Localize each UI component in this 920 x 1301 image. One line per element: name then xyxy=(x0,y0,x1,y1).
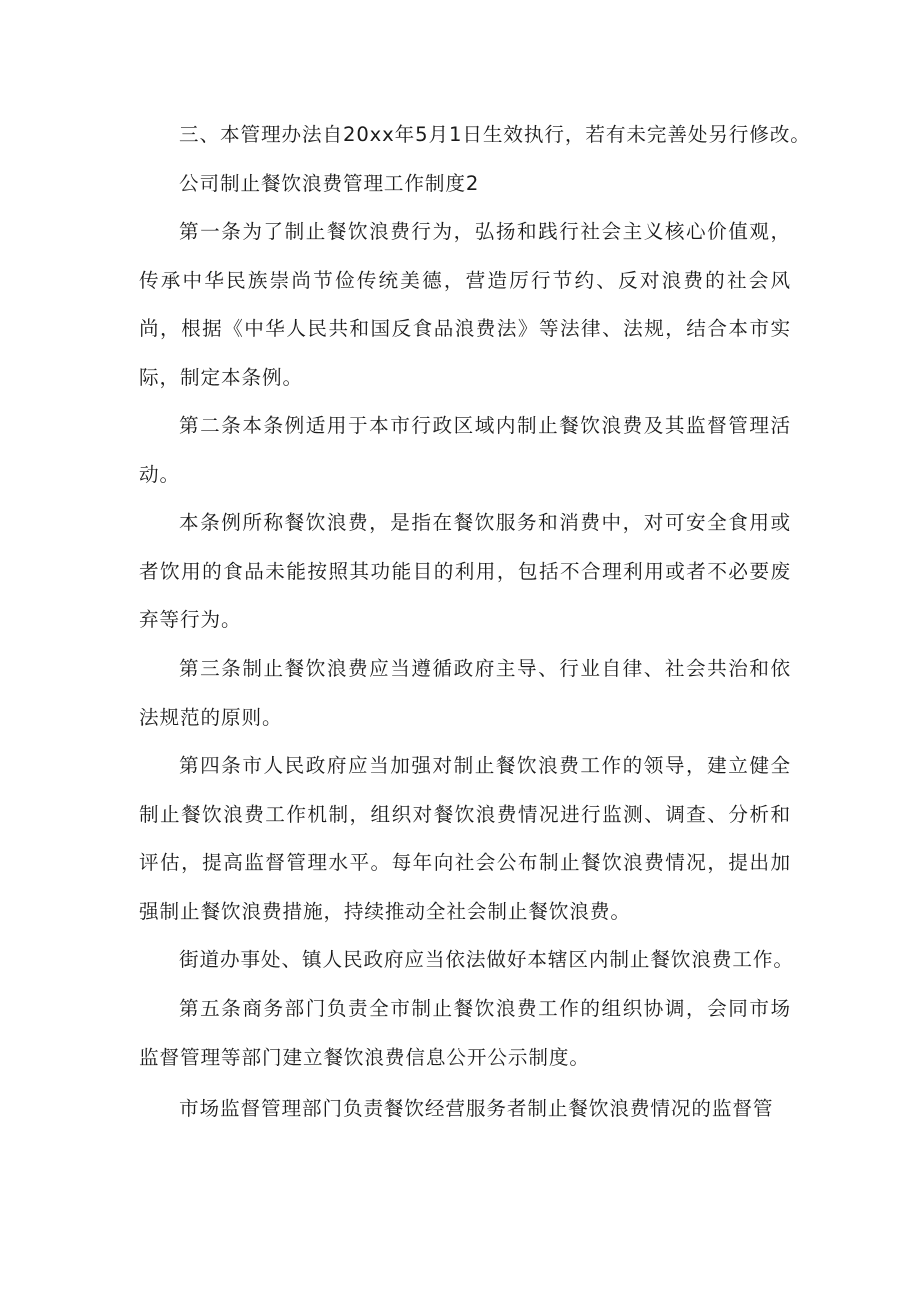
paragraph-definition: 本条例所称餐饮浪费，是指在餐饮服务和消费中，对可安全食用或者饮用的食品未能按照其功能目的利用，包括不合理利用或者不必要废弃等行为。 xyxy=(139,511,791,631)
paragraph-street-offices: 街道办事处、镇人民政府应当依法做好本辖区内制止餐饮浪费工作。 xyxy=(179,948,794,971)
section-heading: 公司制止餐饮浪费管理工作制度2 xyxy=(179,172,480,195)
paragraph-market-supervision: 市场监督管理部门负责餐饮经营服务者制止餐饮浪费情况的监督管 xyxy=(179,1097,774,1120)
paragraph-article-2: 第二条本条例适用于本市行政区域内制止餐饮浪费及其监督管理活动。 xyxy=(139,414,791,486)
paragraph-article-3: 第三条制止餐饮浪费应当遵循政府主导、行业自律、社会共治和依法规范的原则。 xyxy=(139,657,791,729)
paragraph-article-4: 第四条市人民政府应当加强对制止餐饮浪费工作的领导，建立健全制止餐饮浪费工作机制，组织对餐饮浪费情况进行监测、调查、分析和评估，提高监督管理水平。每年向社会公布制止餐饮浪费情况，提出加强制止餐饮浪费措施，持续推动全社会制止餐饮浪费。 xyxy=(139,754,791,923)
paragraph-effective-date: 三、本管理办法自20xx年5月1日生效执行，若有未完善处另行修改。 xyxy=(179,123,811,146)
paragraph-article-5: 第五条商务部门负责全市制止餐饮浪费工作的组织协调，会同市场监督管理等部门建立餐饮浪费信息公开公示制度。 xyxy=(139,997,791,1069)
paragraph-article-1: 第一条为了制止餐饮浪费行为，弘扬和践行社会主义核心价值观，传承中华民族崇尚节俭传统美德，营造厉行节约、反对浪费的社会风尚，根据《中华人民共和国反食品浪费法》等法律、法规，结合本市实际，制定本条例。 xyxy=(139,220,791,389)
